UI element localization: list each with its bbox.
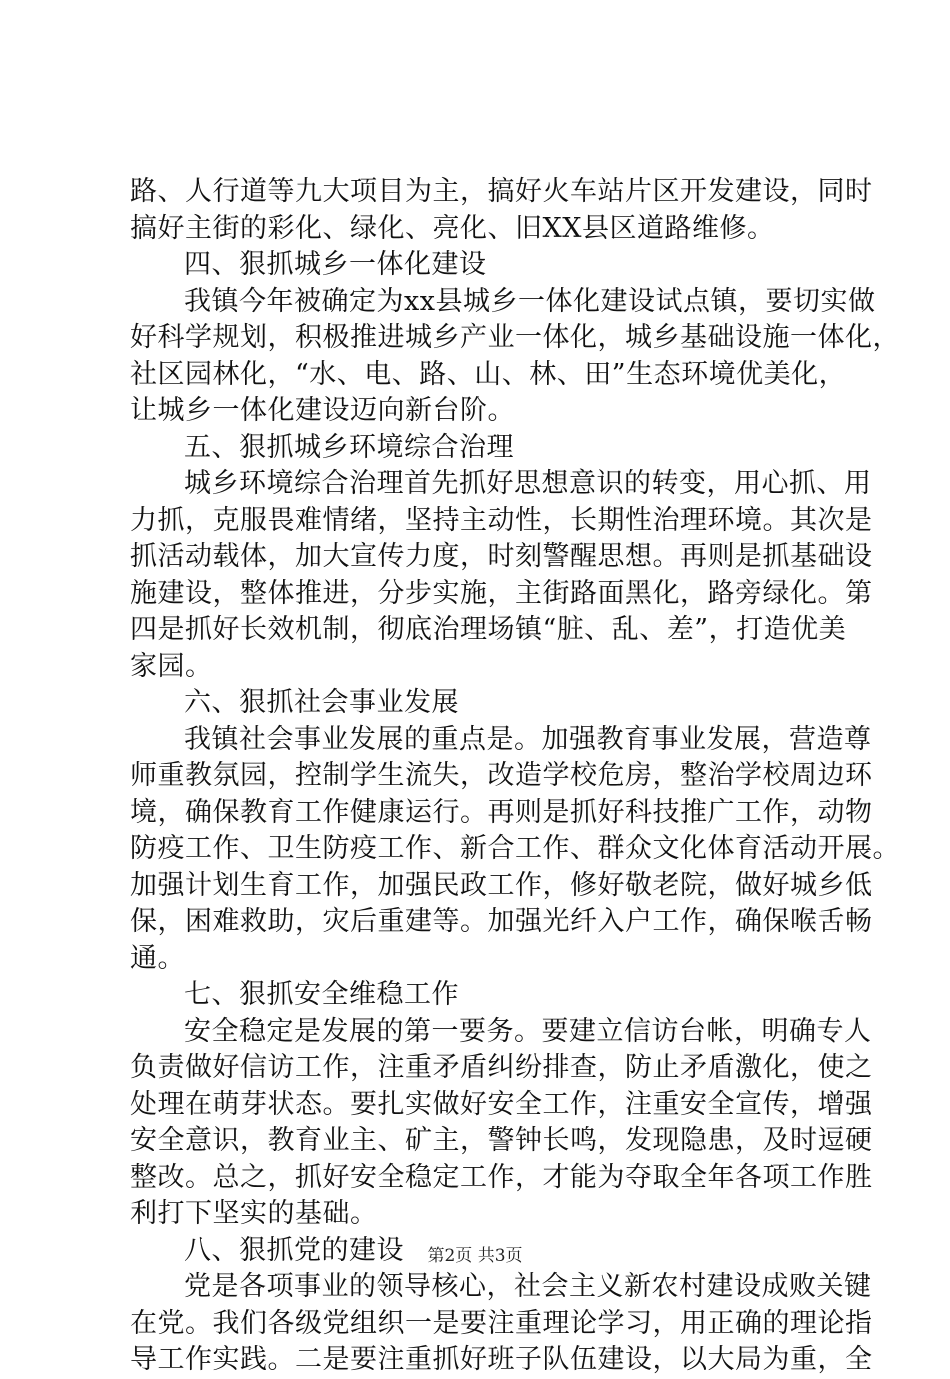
text-line: 抓活动载体，加大宣传力度，时刻警醒思想。再则是抓基础设	[130, 541, 873, 572]
text-line: 党是各项事业的领导核心，社会主义新农村建设成败关键	[184, 1271, 872, 1302]
text-line: 让城乡一体化建设迈向新台阶。	[130, 395, 515, 426]
text-line: 我镇社会事业发展的重点是。加强教育事业发展，营造尊	[184, 723, 872, 755]
text-line: 五、狠抓城乡环境综合治理	[184, 431, 514, 463]
text-line: 通。	[130, 942, 185, 974]
text-line: 导工作实践。二是要注重抓好班子队伍建设，以大局为重，全	[130, 1344, 873, 1375]
text-line: 力抓，克服畏难情绪，坚持主动性，长期性治理环境。其次是	[130, 504, 873, 536]
text-line: 施建设，整体推进，分步实施，主街路面黑化，路旁绿化。第	[130, 577, 873, 609]
text-line: 负责做好信访工作，注重矛盾纠纷排查，防止矛盾激化，使之	[130, 1052, 873, 1083]
text-line: 好科学规划，积极推进城乡产业一体化，城乡基础设施一体化，	[130, 322, 900, 353]
text-line: 社区园林化，“水、电、路、山、林、田”生态环境优美化，	[130, 358, 847, 390]
text-line: 家园。	[130, 650, 213, 682]
text-line: 四、狠抓城乡一体化建设	[184, 249, 487, 280]
text-line: 保，困难救助，灾后重建等。加强光纤入户工作，确保喉舌畅	[130, 906, 873, 937]
text-line: 加强计划生育工作，加强民政工作，修好敬老院，做好城乡低	[130, 869, 873, 901]
text-line: 四是抓好长效机制，彻底治理场镇“脏、乱、差”，打造优美	[130, 614, 847, 645]
text-line: 安全稳定是发展的第一要务。要建立信访台帐，明确专人	[184, 1015, 872, 1047]
text-line: 路、人行道等九大项目为主，搞好火车站片区开发建设，同时	[130, 176, 873, 207]
text-line: 境，确保教育工作健康运行。再则是抓好科技推广工作，动物	[130, 796, 873, 828]
text-line: 师重教氛园，控制学生流失，改造学校危房，整治学校周边环	[130, 760, 873, 791]
text-line: 七、狠抓安全维稳工作	[184, 979, 459, 1010]
text-line: 防疫工作、卫生防疫工作、新合工作、群众文化体育活动开展。	[130, 833, 900, 864]
text-line: 我镇今年被确定为xx县城乡一体化建设试点镇，要切实做	[184, 285, 876, 317]
text-line: 六、狠抓社会事业发展	[184, 687, 459, 718]
text-line: 安全意识，教育业主、矿主，警钟长鸣，发现隐患，及时逗硬	[130, 1125, 873, 1156]
text-line: 搞好主街的彩化、绿化、亮化、旧XX县区道路维修。	[130, 212, 775, 244]
text-line: 利打下坚实的基础。	[130, 1198, 378, 1229]
text-line: 整改。总之，抓好安全稳定工作，才能为夺取全年各项工作胜	[130, 1161, 873, 1193]
text-line: 处理在萌芽状态。要扎实做好安全工作，注重安全宣传，增强	[130, 1088, 873, 1120]
text-line: 八、狠抓党的建设	[184, 1234, 404, 1266]
text-line: 城乡环境综合治理首先抓好思想意识的转变，用心抓、用	[184, 468, 872, 499]
document-body	[130, 174, 900, 1379]
text-line: 在党。我们各级党组织一是要注重理论学习，用正确的理论指	[130, 1307, 873, 1339]
page-number-footer: 第2页 共3页	[427, 1246, 523, 1266]
